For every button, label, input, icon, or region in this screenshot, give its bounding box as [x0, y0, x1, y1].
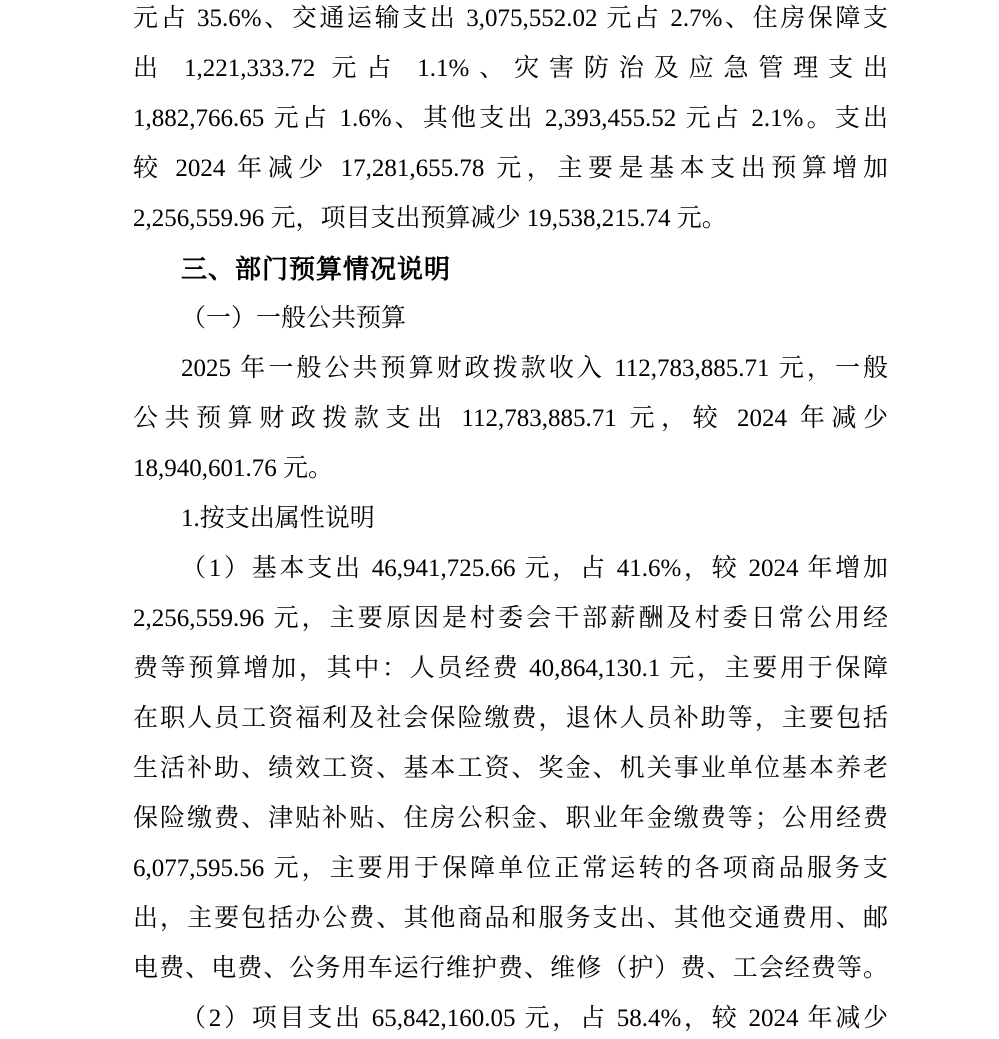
functional-expenditure-breakdown-line-5: 2,256,559.96 元，项目支出预算减少 19,538,215.74 元。 [133, 205, 727, 232]
general-public-budget-summary-line-2: 公共预算财政拨款支出 112,783,885.71 元，较 2024 年减少 [133, 405, 888, 432]
basic-expenditure-paragraph-line-3: 费等预算增加，其中：人员经费 40,864,130.1 元，主要用于保障 [133, 655, 888, 682]
document-text-block [133, 0, 888, 1039]
functional-expenditure-breakdown-line-2: 出 1,221,333.72 元占 1.1%、灾害防治及应急管理支出 [133, 55, 888, 82]
basic-expenditure-paragraph-line-8: 出，主要包括办公费、其他商品和服务支出、其他交通费用、邮 [133, 905, 888, 932]
basic-expenditure-paragraph-line-9: 电费、电费、公务用车运行维护费、维修（护）费、工会经费等。 [133, 955, 888, 982]
functional-expenditure-breakdown-line-3: 1,882,766.65 元占 1.6%、其他支出 2,393,455.52 元占 2.1%。支出 [133, 105, 888, 132]
basic-expenditure-paragraph-line-2: 2,256,559.96 元，主要原因是村委会干部薪酬及村委日常公用经 [133, 605, 888, 632]
functional-expenditure-breakdown-line-4: 较 2024 年减少 17,281,655.78 元，主要是基本支出预算增加 [133, 155, 888, 182]
functional-expenditure-breakdown-line-1: 元占 35.6%、交通运输支出 3,075,552.02 元占 2.7%、住房保障支 [133, 5, 888, 32]
subsection-heading-one-line-1: （一）一般公共预算 [181, 305, 407, 332]
basic-expenditure-paragraph-line-5: 生活补助、绩效工资、基本工资、奖金、机关事业单位基本养老 [133, 755, 888, 782]
general-public-budget-summary-line-1: 2025 年一般公共预算财政拨款收入 112,783,885.71 元，一般 [181, 355, 888, 382]
general-public-budget-summary-line-3: 18,940,601.76 元。 [133, 455, 334, 482]
basic-expenditure-paragraph-line-6: 保险缴费、津贴补贴、住房公积金、职业年金缴费等；公用经费 [133, 805, 888, 832]
project-expenditure-paragraph-line-1: （2）项目支出 65,842,160.05 元，占 58.4%，较 2024 年减少 [181, 1005, 888, 1032]
section-heading-three-line-1: 三、部门预算情况说明 [181, 254, 452, 284]
expenditure-attribute-subheading-line-1: 1.按支出属性说明 [181, 505, 375, 532]
basic-expenditure-paragraph-line-1: （1）基本支出 46,941,725.66 元，占 41.6%，较 2024 年增加 [181, 555, 888, 582]
basic-expenditure-paragraph-line-4: 在职人员工资福利及社会保险缴费，退休人员补助等，主要包括 [133, 705, 888, 732]
basic-expenditure-paragraph-line-7: 6,077,595.56 元，主要用于保障单位正常运转的各项商品服务支 [133, 855, 888, 882]
